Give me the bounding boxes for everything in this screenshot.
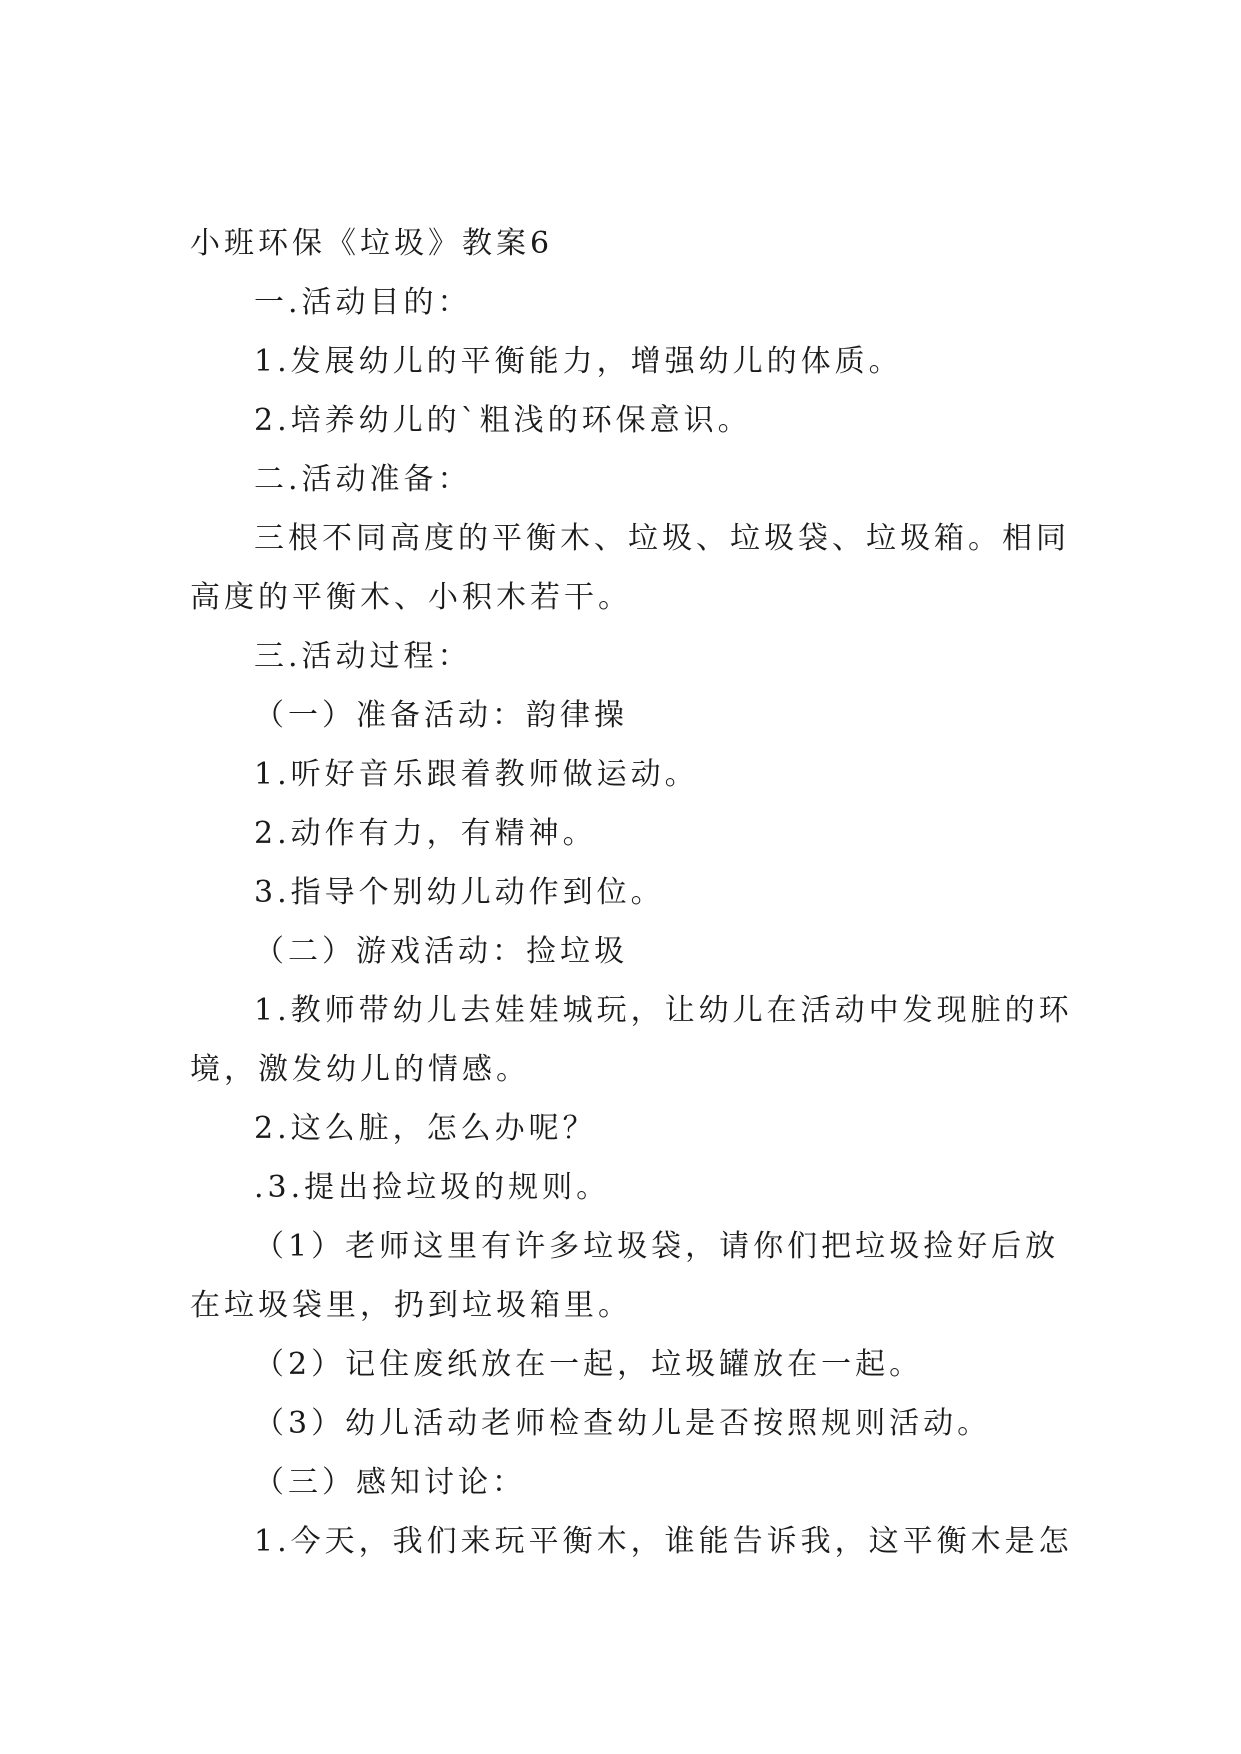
paragraph-line: 三根不同高度的平衡木、垃圾、垃圾袋、垃圾箱。相同 xyxy=(254,521,1070,556)
subsection-heading: （一）准备活动：韵律操 xyxy=(254,698,628,733)
paragraph-line: 2.动作有力，有精神。 xyxy=(254,816,597,851)
paragraph-line: 3.指导个别幼儿动作到位。 xyxy=(254,875,665,910)
paragraph-line: 2.这么脏，怎么办呢？ xyxy=(254,1111,597,1146)
paragraph-line: 1.听好音乐跟着教师做运动。 xyxy=(254,757,699,792)
paragraph-line: .3.提出捡垃圾的规则。 xyxy=(254,1170,611,1205)
document-title: 小班环保《垃圾》教案6 xyxy=(190,226,554,261)
paragraph-line: （3）幼儿活动老师检查幼儿是否按照规则活动。 xyxy=(254,1406,992,1441)
paragraph-line: 1.发展幼儿的平衡能力，增强幼儿的体质。 xyxy=(254,344,903,379)
section-heading: 二.活动准备： xyxy=(254,462,472,497)
paragraph-line: （2）记住废纸放在一起，垃圾罐放在一起。 xyxy=(254,1347,924,1382)
section-heading: 三.活动过程： xyxy=(254,639,472,674)
subsection-heading: （二）游戏活动：捡垃圾 xyxy=(254,934,628,969)
paragraph-line: 1.今天，我们来玩平衡木，谁能告诉我，这平衡木是怎 xyxy=(254,1524,1073,1559)
paragraph-line: 2.培养幼儿的`粗浅的环保意识。 xyxy=(254,403,752,438)
paragraph-line: 境，激发幼儿的情感。 xyxy=(190,1052,530,1087)
section-heading: 一.活动目的： xyxy=(254,285,472,320)
paragraph-line: 高度的平衡木、小积木若干。 xyxy=(190,580,632,615)
subsection-heading: （三）感知讨论： xyxy=(254,1465,526,1500)
paragraph-line: 在垃圾袋里，扔到垃圾箱里。 xyxy=(190,1288,632,1323)
paragraph-line: （1）老师这里有许多垃圾袋，请你们把垃圾捡好后放 xyxy=(254,1229,1060,1264)
paragraph-line: 1.教师带幼儿去娃娃城玩，让幼儿在活动中发现脏的环 xyxy=(254,993,1073,1028)
